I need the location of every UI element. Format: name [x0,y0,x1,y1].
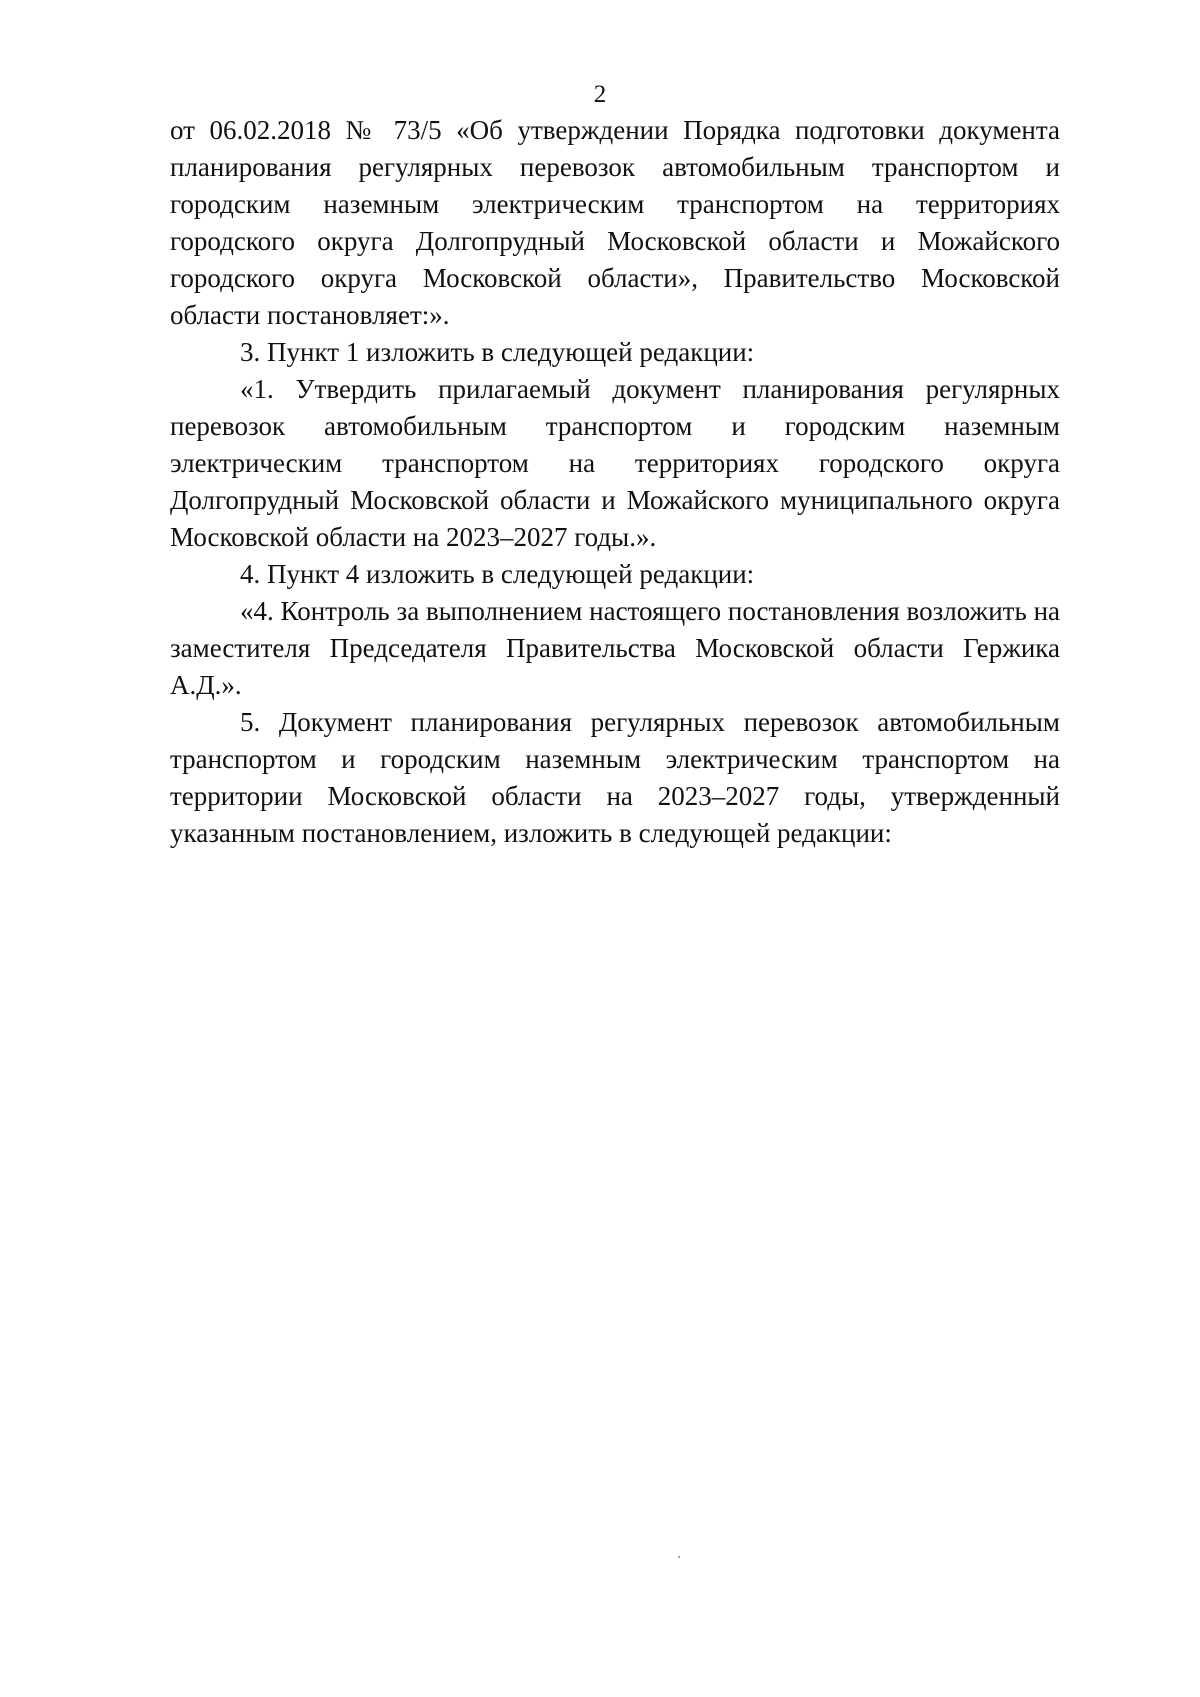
page-number: 2 [593,81,607,108]
paragraph-item-5: 5. Документ планирования регулярных перевозок автомобильным транспортом и городским наземным электрическим транспортом на территории Московской области на 2023–2027 годы, утвержденный указанным постановлением, изложить в следующей редакции: [170,707,1060,848]
document-body [170,112,1060,852]
paragraph-item-3-text: «1. Утвердить прилагаемый документ планирования регулярных перевозок автомобильным транспортом и городским наземным электрическим транспортом на территориях городского округа Долгопрудный Московской области и Можайского муниципального округа Московской области на 2023–2027 годы.». [170,374,1060,552]
paragraph-item-4-text: «4. Контроль за выполнением настоящего постановления возложить на заместителя Председателя Правительства Московской области Гержика А.Д.». [170,596,1060,700]
paragraph-item-3: 3. Пункт 1 изложить в следующей редакции: [240,337,755,367]
scan-speck [678,1556,680,1558]
paragraph-preamble-continuation: от 06.02.2018 № 73/5 «Об утверждении Порядка подготовки документа планирования регулярных перевозок автомобильным транспортом и городским наземным электрическим транспортом на территориях городского округа Долгопрудный Московской области и Можайского городского округа Московской области», Правительство Московской области постановляет:». [170,115,1060,330]
paragraph-item-4: 4. Пункт 4 изложить в следующей редакции: [240,559,755,589]
